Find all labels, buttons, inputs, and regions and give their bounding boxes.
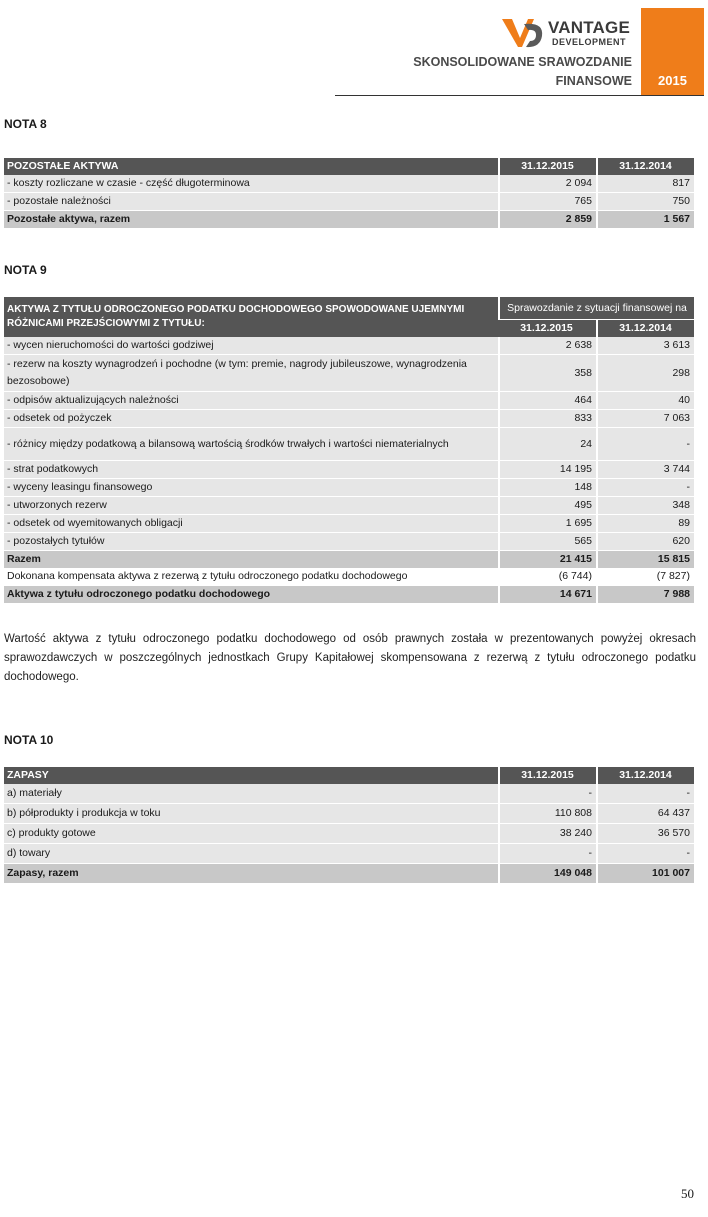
value-2015: 464 — [498, 392, 596, 410]
row-label: - koszty rozliczane w czasie - część długoterminowa — [4, 175, 498, 193]
table-row — [4, 461, 694, 479]
value-2015: 38 240 — [498, 824, 596, 844]
row-label: Pozostałe aktywa, razem — [4, 211, 498, 228]
value-2015: 358 — [498, 355, 596, 392]
table-header-row — [4, 158, 694, 175]
vantage-logo-icon — [500, 16, 546, 50]
nota10-table — [4, 767, 694, 883]
row-label: d) towary — [4, 844, 498, 864]
row-label: - utworzonych rezerw — [4, 497, 498, 515]
row-label: - wycen nieruchomości do wartości godziwej — [4, 337, 498, 355]
row-label: Razem — [4, 551, 498, 568]
group-header: Sprawozdanie z sytuacji finansowej na — [498, 297, 694, 319]
table-row — [4, 355, 694, 392]
value-2014: 620 — [596, 533, 694, 551]
row-label: - odpisów aktualizujących należności — [4, 392, 498, 410]
table-title: AKTYWA Z TYTUŁU ODROCZONEGO PODATKU DOCHODOWEGO SPOWODOWANE UJEMNYMI RÓŻNICAMI PRZEJŚCIOWYMI Z TYTUŁU: — [4, 297, 498, 337]
subtotal-row — [4, 551, 694, 568]
logo-title: VANTAGE — [548, 18, 630, 37]
row-label: Dokonana kompensata aktywa z rezerwą z tytułu odroczonego podatku dochodowego — [4, 568, 498, 586]
table-header-row — [4, 767, 694, 784]
value-2015: 565 — [498, 533, 596, 551]
row-label: c) produkty gotowe — [4, 824, 498, 844]
compensation-row — [4, 568, 694, 586]
value-2014: 7 988 — [596, 586, 694, 603]
report-title — [392, 53, 632, 91]
header-divider — [335, 95, 704, 96]
value-2015: 495 — [498, 497, 596, 515]
table-row — [4, 410, 694, 428]
report-title-line2: FINANSOWE — [555, 74, 632, 88]
column-header-2014: 31.12.2014 — [596, 767, 694, 784]
value-2015: 765 — [498, 193, 596, 211]
value-2014: 89 — [596, 515, 694, 533]
row-label: a) materiały — [4, 784, 498, 804]
value-2014: 64 437 — [596, 804, 694, 824]
value-2014: 1 567 — [596, 211, 694, 228]
table-row — [4, 337, 694, 355]
table-row — [4, 428, 694, 461]
logo-subtitle: DEVELOPMENT — [552, 37, 627, 47]
row-label: - odsetek od pożyczek — [4, 410, 498, 428]
table-title: ZAPASY — [4, 767, 498, 784]
value-2015: 1 695 — [498, 515, 596, 533]
row-label: - rezerw na koszty wynagrodzeń i pochodne (w tym: premie, nagrody jubileuszowe, wynagrodzenia bezosobowe) — [4, 355, 498, 392]
column-header-2014: 31.12.2014 — [596, 158, 694, 175]
table-row — [4, 515, 694, 533]
table-header-row — [4, 297, 694, 319]
value-2015: 2 638 — [498, 337, 596, 355]
value-2014: 15 815 — [596, 551, 694, 568]
row-label: b) półprodukty i produkcja w toku — [4, 804, 498, 824]
value-2015: 2 859 — [498, 211, 596, 228]
value-2014: 7 063 — [596, 410, 694, 428]
column-header-2015: 31.12.2015 — [498, 158, 596, 175]
column-header-2015: 31.12.2015 — [498, 767, 596, 784]
table-row — [4, 804, 694, 824]
company-logo — [500, 16, 630, 52]
year-badge — [641, 8, 704, 95]
total-row — [4, 864, 694, 883]
table-row — [4, 824, 694, 844]
value-2015: 24 — [498, 428, 596, 461]
value-2014: 101 007 — [596, 864, 694, 883]
total-row — [4, 211, 694, 228]
value-2015: 148 — [498, 479, 596, 497]
column-header-2015: 31.12.2015 — [498, 319, 596, 337]
row-label: - odsetek od wyemitowanych obligacji — [4, 515, 498, 533]
value-2014: - — [596, 844, 694, 864]
explanatory-paragraph: Wartość aktywa z tytułu odroczonego podatku dochodowego od osób prawnych została w prezentowanych powyżej okresach sprawozdawczych w poszczególnych jednostkach Grupy Kapitałowej skompensowana z rezerwą z tytułu odroczonego podatku dochodowego. — [4, 633, 696, 683]
value-2014: 750 — [596, 193, 694, 211]
nota9-table — [4, 297, 694, 603]
row-label: - strat podatkowych — [4, 461, 498, 479]
value-2015: 2 094 — [498, 175, 596, 193]
table-row — [4, 193, 694, 211]
value-2015: 833 — [498, 410, 596, 428]
value-2015: - — [498, 784, 596, 804]
value-2015: 14 671 — [498, 586, 596, 603]
nota9-heading: NOTA 9 — [4, 263, 47, 277]
row-label: - pozostałe należności — [4, 193, 498, 211]
nota8-heading: NOTA 8 — [4, 117, 47, 131]
table-row — [4, 392, 694, 410]
value-2015: - — [498, 844, 596, 864]
page-number: 50 — [681, 1186, 694, 1201]
table-title: POZOSTAŁE AKTYWA — [4, 158, 498, 175]
row-label: - wyceny leasingu finansowego — [4, 479, 498, 497]
report-title-line1: SKONSOLIDOWANE SRAWOZDANIE — [413, 55, 632, 69]
table-row — [4, 533, 694, 551]
value-2014: 3 744 — [596, 461, 694, 479]
value-2014: 298 — [596, 355, 694, 392]
row-label: Aktywa z tytułu odroczonego podatku dochodowego — [4, 586, 498, 603]
table-row — [4, 175, 694, 193]
table-row — [4, 784, 694, 804]
table-row — [4, 497, 694, 515]
value-2015: 14 195 — [498, 461, 596, 479]
value-2015: 21 415 — [498, 551, 596, 568]
value-2015: 149 048 — [498, 864, 596, 883]
value-2014: - — [596, 428, 694, 461]
row-label: Zapasy, razem — [4, 864, 498, 883]
row-label: - pozostałych tytułów — [4, 533, 498, 551]
value-2015: 110 808 — [498, 804, 596, 824]
value-2014: 36 570 — [596, 824, 694, 844]
nota10-heading: NOTA 10 — [4, 733, 54, 747]
row-label: - różnicy między podatkową a bilansową wartością środków trwałych i wartości niematerialnych — [4, 428, 498, 461]
value-2014: - — [596, 784, 694, 804]
table-row — [4, 479, 694, 497]
value-2014: 817 — [596, 175, 694, 193]
value-2014: 348 — [596, 497, 694, 515]
value-2014: (7 827) — [596, 568, 694, 586]
nota8-table — [4, 158, 694, 228]
value-2014: 40 — [596, 392, 694, 410]
year-label: 2015 — [658, 73, 687, 88]
table-row — [4, 844, 694, 864]
column-header-2014: 31.12.2014 — [596, 319, 694, 337]
value-2014: - — [596, 479, 694, 497]
value-2014: 3 613 — [596, 337, 694, 355]
value-2015: (6 744) — [498, 568, 596, 586]
total-row — [4, 586, 694, 603]
